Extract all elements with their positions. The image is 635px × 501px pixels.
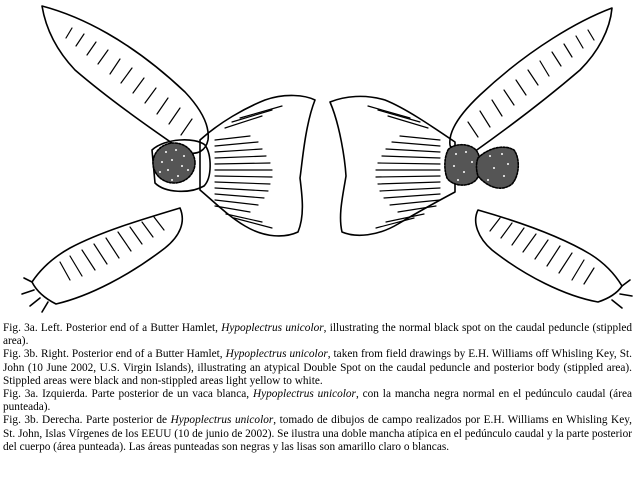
- caption-fig3a-spanish: Fig. 3a. Izquierda. Parte posterior de un vaca blanca, Hypoplectrus unicolor, con la mancha negra normal en el pedúnculo caudal (área punteada).: [3, 388, 632, 414]
- right-peduncle-spot-1: [445, 145, 481, 185]
- caption-fig3b-spanish: Fig. 3b. Derecha. Parte posterior de Hypoplectrus unicolor, tomado de dibujos de campo realizados por E.H. Williams en Whisling Key, St. John, Islas Vírgenes de los EEUU (10 de junio de 2002). Se ilustra una doble mancha atípica en el pedúnculo caudal y la parte posterior del cuerpo (área punteada). Las áreas punteadas son negras y las lisas son amarillo claro o blancas.: [3, 414, 632, 453]
- left-anal-fin-spines: [22, 278, 48, 312]
- right-fish-fig3b: [330, 8, 632, 308]
- caption-fig3b-english: Fig. 3b. Right. Posterior end of a Butter Hamlet, Hypoplectrus unicolor, taken from field drawings by E.H. Williams off Whisling Key, St. John (10 June 2002, U.S. Virgin Islands), illustrating an atypical Double Spot on the caudal peduncle and posterior body (stippled area). Stippled areas were black and non-stippled areas light yellow to white.: [3, 348, 632, 387]
- left-caudal-fin: [200, 95, 315, 235]
- figure-caption: [3, 322, 632, 454]
- left-peduncle-black-spot: [153, 143, 195, 183]
- left-anal-fin: [32, 208, 182, 304]
- right-anal-fin-rays: [490, 218, 594, 284]
- right-anal-fin: [476, 210, 622, 302]
- caption-fig3a-english: Fig. 3a. Left. Posterior end of a Butter Hamlet, Hypoplectrus unicolor, illustrating the normal black spot on the caudal peduncle (stippled area).: [3, 322, 633, 348]
- right-dorsal-fin-rays: [468, 30, 594, 137]
- left-fish-fig3a: [22, 6, 315, 312]
- left-caudal-fin-rays: [215, 106, 282, 228]
- left-anal-fin-rays: [60, 217, 164, 280]
- right-body-spot-2: [477, 147, 519, 188]
